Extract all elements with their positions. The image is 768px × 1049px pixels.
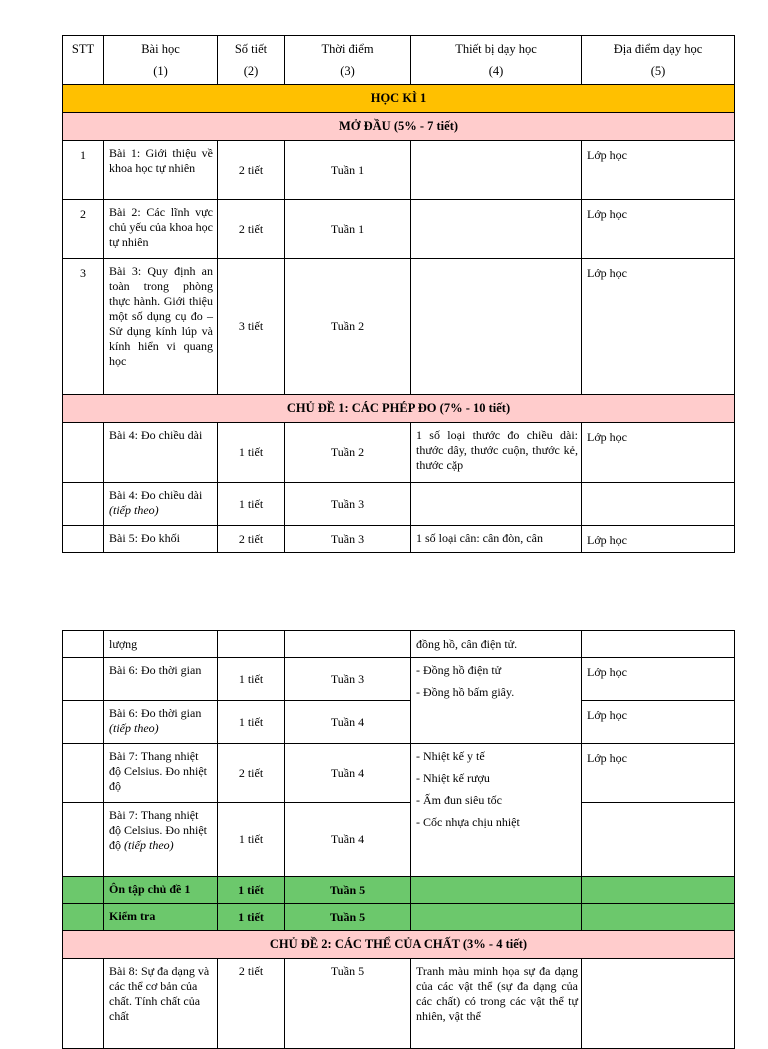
- stt-cell: [63, 803, 104, 877]
- device-item: - Đồng hồ bấm giây.: [416, 685, 515, 699]
- lesson-cell: Bài 4: Đo chiều dài (tiếp theo): [104, 483, 218, 526]
- stt-cell: [63, 744, 104, 803]
- device-cell: [411, 200, 582, 259]
- place-cell: Lớp học: [582, 200, 735, 259]
- table-row: [63, 200, 735, 259]
- time-cell: Tuần 3: [285, 526, 411, 553]
- lesson-cell: Bài 1: Giới thiệu về khoa học tự nhiên: [104, 141, 218, 200]
- place-cell: [582, 904, 735, 931]
- stt-cell: [63, 658, 104, 701]
- periods-cell: 2 tiết: [218, 959, 285, 1049]
- header-place: Địa điểm dạy học (5): [582, 36, 735, 85]
- table-row: [63, 959, 735, 1049]
- time-cell: Tuần 4: [285, 744, 411, 803]
- place-cell: Lớp học: [582, 658, 735, 701]
- header-device: Thiết bị dạy học (4): [411, 36, 582, 85]
- time-cell: Tuần 5: [285, 904, 411, 931]
- table-row: [63, 631, 735, 658]
- stt-cell: 1: [63, 141, 104, 200]
- periods-cell: 3 tiết: [218, 259, 285, 395]
- lesson-cell: Bài 3: Quy định an toàn trong phòng thực hành. Giới thiệu một số dụng cụ đo – Sử dụng kính lúp và kính hiển vi quang học: [104, 259, 218, 395]
- lesson-cell: Kiểm tra: [104, 904, 218, 931]
- exam-row: [63, 904, 735, 931]
- place-cell: Lớp học: [582, 526, 735, 553]
- periods-cell: 1 tiết: [218, 483, 285, 526]
- section-row-topic-2: [63, 931, 735, 959]
- time-cell: Tuần 2: [285, 423, 411, 483]
- lesson-cell: Bài 4: Đo chiều dài: [104, 423, 218, 483]
- place-cell: [582, 483, 735, 526]
- header-stt: STT: [63, 36, 104, 85]
- lesson-cell: Bài 7: Thang nhiệt độ Celsius. Đo nhiệt độ: [104, 744, 218, 803]
- section-title-topic-2: CHỦ ĐỀ 2: CÁC THỂ CỦA CHẤT (3% - 4 tiết): [63, 931, 735, 959]
- time-cell: Tuần 1: [285, 200, 411, 259]
- section-row-intro: [63, 113, 735, 141]
- time-cell: Tuần 3: [285, 658, 411, 701]
- place-cell: Lớp học: [582, 744, 735, 803]
- lesson-cell: Bài 2: Các lĩnh vực chủ yếu của khoa học tự nhiên: [104, 200, 218, 259]
- lesson-cell: Ôn tập chủ đề 1: [104, 877, 218, 904]
- header-row: [63, 36, 735, 85]
- table-row: [63, 483, 735, 526]
- table-row: [63, 803, 735, 877]
- device-cell: [411, 877, 582, 904]
- place-cell: Lớp học: [582, 701, 735, 744]
- device-cell: [411, 259, 582, 395]
- place-cell: [582, 631, 735, 658]
- table-row: [63, 423, 735, 483]
- header-lesson: Bài học (1): [104, 36, 218, 85]
- stt-cell: [63, 904, 104, 931]
- lesson-note: (tiếp theo): [124, 838, 174, 852]
- header-periods: Số tiết (2): [218, 36, 285, 85]
- semester-title: HỌC KÌ 1: [63, 85, 735, 113]
- time-cell: Tuần 4: [285, 803, 411, 877]
- lesson-cell: lượng: [104, 631, 218, 658]
- table-row: [63, 658, 735, 701]
- semester-row: [63, 85, 735, 113]
- periods-cell: 1 tiết: [218, 658, 285, 701]
- lesson-cell: Bài 6: Đo thời gian: [104, 658, 218, 701]
- periods-cell: 1 tiết: [218, 423, 285, 483]
- device-item: - Đồng hồ điện tử: [416, 663, 502, 677]
- device-cell: [411, 744, 582, 877]
- device-cell: [411, 658, 582, 744]
- section-row-topic-1: [63, 395, 735, 423]
- stt-cell: [63, 877, 104, 904]
- device-cell: [411, 141, 582, 200]
- place-cell: Lớp học: [582, 141, 735, 200]
- device-cell: [411, 904, 582, 931]
- table-row: [63, 259, 735, 395]
- stt-cell: [63, 631, 104, 658]
- periods-cell: 1 tiết: [218, 904, 285, 931]
- lesson-note: (tiếp theo): [109, 721, 159, 735]
- periods-cell: 1 tiết: [218, 877, 285, 904]
- place-cell: [582, 959, 735, 1049]
- section-title-topic-1: CHỦ ĐỀ 1: CÁC PHÉP ĐO (7% - 10 tiết): [63, 395, 735, 423]
- device-cell: 1 số loại thước đo chiều dài: thước dây, thước cuộn, thước kẻ, thước cặp: [411, 423, 582, 483]
- table-row: [63, 526, 735, 553]
- time-cell: Tuần 4: [285, 701, 411, 744]
- device-cell: Tranh màu minh họa sự đa dạng của các vật thể (sự đa dạng của các chất) có trong các vật thể tự nhiên, vật thể: [411, 959, 582, 1049]
- periods-cell: 2 tiết: [218, 744, 285, 803]
- periods-cell: 1 tiết: [218, 701, 285, 744]
- lesson-cell: Bài 6: Đo thời gian (tiếp theo): [104, 701, 218, 744]
- time-cell: Tuần 1: [285, 141, 411, 200]
- lesson-cell: Bài 5: Đo khối: [104, 526, 218, 553]
- header-time: Thời điểm (3): [285, 36, 411, 85]
- stt-cell: [63, 959, 104, 1049]
- place-cell: [582, 877, 735, 904]
- periods-cell: 2 tiết: [218, 526, 285, 553]
- stt-cell: [63, 526, 104, 553]
- time-cell: Tuần 5: [285, 877, 411, 904]
- device-item: - Nhiệt kế rượu: [416, 771, 490, 785]
- table-row: [63, 701, 735, 744]
- lesson-note: (tiếp theo): [109, 503, 159, 517]
- lesson-plan-table-part-2: [62, 630, 735, 1049]
- place-cell: Lớp học: [582, 423, 735, 483]
- stt-cell: [63, 483, 104, 526]
- time-cell: Tuần 5: [285, 959, 411, 1049]
- device-cell: 1 số loại cân: cân đòn, cân: [411, 526, 582, 553]
- place-cell: Lớp học: [582, 259, 735, 395]
- lesson-plan-table-part-1: [62, 35, 735, 553]
- table-row: [63, 744, 735, 803]
- time-cell: Tuần 2: [285, 259, 411, 395]
- device-item: - Nhiệt kế y tế: [416, 749, 485, 763]
- device-cell: [411, 483, 582, 526]
- lesson-cell: Bài 8: Sự đa dạng và các thể cơ bản của chất. Tính chất của chất: [104, 959, 218, 1049]
- time-cell: [285, 631, 411, 658]
- stt-cell: [63, 701, 104, 744]
- device-cell: đồng hồ, cân điện tử.: [411, 631, 582, 658]
- review-row: [63, 877, 735, 904]
- device-item: - Ấm đun siêu tốc: [416, 793, 502, 807]
- table-row: [63, 141, 735, 200]
- time-cell: Tuần 3: [285, 483, 411, 526]
- periods-cell: 2 tiết: [218, 200, 285, 259]
- lesson-cell: Bài 7: Thang nhiệt độ Celsius. Đo nhiệt độ (tiếp theo): [104, 803, 218, 877]
- periods-cell: [218, 631, 285, 658]
- periods-cell: 2 tiết: [218, 141, 285, 200]
- stt-cell: 3: [63, 259, 104, 395]
- periods-cell: 1 tiết: [218, 803, 285, 877]
- device-item: - Cốc nhựa chịu nhiệt: [416, 815, 520, 829]
- stt-cell: 2: [63, 200, 104, 259]
- stt-cell: [63, 423, 104, 483]
- place-cell: [582, 803, 735, 877]
- section-title-intro: MỞ ĐẦU (5% - 7 tiết): [63, 113, 735, 141]
